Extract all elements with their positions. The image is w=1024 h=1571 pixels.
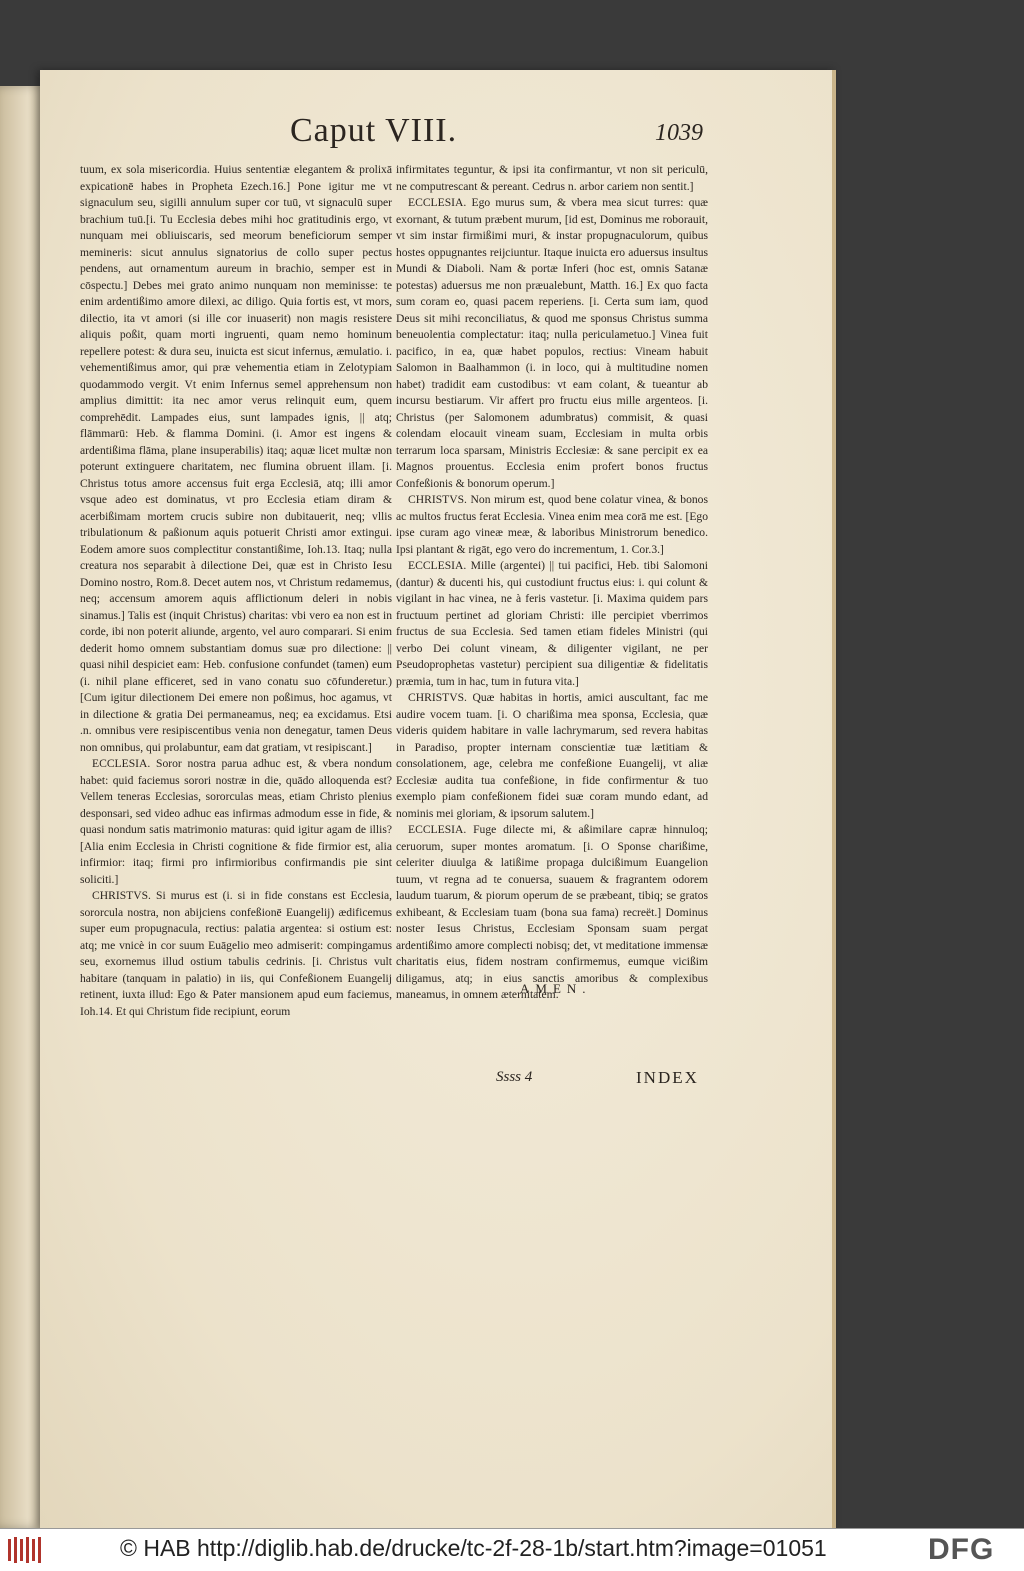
paragraph: ECCLESIA. Fuge dilecte mi, & aßimilare capræ hinnuloq; ceruorum, super montes aromatum. [i. O Sponse charißime, celeriter diuulga & latißime propaga dulcißimum Euangelion tuum, vt regna ad te conuersa, suauem & fragrantem odorem laudum tuarum, & piorum operum de se præbeant, tibiq; se gratos exhibeant, & Ecclesiam tuam (bona sua fama) recreët.] Dominus noster Iesus Christus, Ecclesiam Sponsam suam pergat ardentißimo amore complecti nobisq; det, vt meditatione immensæ charitatis eius, fidem nostram confirmemus, eumque vicißim diligamus, atq; in eius sanctis amoribus & complexibus maneamus, in omnem æternitatem.: [396, 823, 708, 1001]
page-number: 1039: [655, 120, 703, 146]
paragraph: ECCLESIA. Soror nostra parua adhuc est, & vbera nondum habet: quid faciemus sorori nostræ in die, quādo alloquenda est? Vellem teneras Ecclesias, sororculas meas, etiam Christo plenius desponsari, sed video adhuc eas infirmas admodum esse in fide, & quasi nondum satis matrimonio maturas: quid igitur agam de illis? [Alia enim Ecclesia in Christi cognitione & fide firmior est, alia infirmior: itaq; firmi pro infirmioribus confirmandis pie sint soliciti.]: [80, 757, 392, 886]
footer-bar: [0, 1528, 1024, 1571]
copyright-url[interactable]: © HAB http://diglib.hab.de/drucke/tc-2f-28-1b/start.htm?image=01051: [120, 1535, 827, 1561]
paragraph: CHRISTVS. Non mirum est, quod bene colatur vinea, & bonos ac multos fructus ferat Ecclesia. Vinea enim mea corā me est. [Ego ipse curam ago vineæ meæ, & laboribus Ministrorum benedico. Ipsi plantant & rigāt, ego vero do incrementum, 1. Cor.3.]: [396, 493, 708, 556]
paragraph: CHRISTVS. Si murus est (i. si in fide constans est Ecclesia, sororcula nostra, non abijciens confeßionē Euangelij) ædificemus super eum propugnacula, rectius: palatia argentea: si ostium est: atq; me vnicè in cor suum Euāgelio meo admiserit: compingamus seu, exornemus illud ostium tabulis cedrinis. [i. Christus vult habitare (tanquam in palatio) in iis, qui Confeßionem Euangelij retinent, iuxta illud: Ego & Pater mansionem apud eum faciemus, Ioh.14. Et qui Christum fide recipiunt, eorum: [80, 889, 392, 1018]
right-column: [396, 162, 708, 1004]
catchword: INDEX: [636, 1068, 699, 1087]
signature-mark: Ssss 4: [496, 1069, 533, 1085]
paragraph: ECCLESIA. Ego murus sum, & vbera mea sicut turres: quæ exornant, & tutum præbent murum, [id est, Dominus me roborauit, vt sim instar firmißimi muri, & instar propugnaculorum, quibus hostes oppugnantes reijciuntur. Itaque inuicta ero aduersus insultus Mundi & Diaboli. Nam & portæ Inferi (hoc est, omnis Satanæ potestas) aduersus me non præualebunt, Matth. 16.] Ex quo facta sum coram eo, quasi pacem reperiens. [i. Certa sum iam, quod Deus sit mihi reconciliatus, & quod me sponsus Christus summa beneuolentia complectatur: itaq; nulla periculametuo.] Vinea fuit pacifico, in ea, quæ habet populos, rectius: Vineam habuit Salomon in Baalhammon (i. in loco, qui à multitudine nomen habet) tradidit eam custodibus: vt eam colant, & tueantur ab incursu bestiarum. Vir affert pro fructu eius mille argenteos. [i. Christus (per Salomonem adumbratus) commisit, & quasi colendam elocauit vineam suam, Ecclesiam in multa orbis terrarum loca sparsam, Ministris Ecclesiæ: & sane percipit ex ea Magnos prouentus. Ecclesia enim profert bonos fructus Confeßionis & bonorum operum.]: [396, 196, 708, 490]
left-column: [80, 162, 392, 1020]
running-head: Caput VIII.: [290, 112, 458, 149]
paragraph: tuum, ex sola misericordia. Huius sententiæ elegantem & prolixā expicationē habes in Propheta Ezech.16.] Pone igitur me vt signaculum seu, sigilli annulum super cor tuū, vt signaculū super brachium tuū.[i. Tu Ecclesia debes mihi hoc gratitudinis ergo, vt nunquam mei obliuiscaris, sed meorum beneficiorum semper memineris: sicut annulus signatorius de collo super pectus pendens, aut ornamentum aureum in brachio, semper est in cōspectu.] Debes mei grato animo nunquam non meminisse: te enim ardentißimo amore dilexi, ac diligo. Quia fortis est, vt mors, dilectio, ita vt amori (si ille cor inuaserit) non magis resistere aliquis poßit, quam morti ingruenti, quam nemo hominum repellere potest: & dura seu, inuicta est sicut infernus, æmulatio. i. vehementißimus amor, qui præ vehementia etiam in Zelotypiam quodammodo vergit. Vt enim Infernus semel apprehensum non amplius dimittit: ita nec amor verus relinquit eum, quem comprehēdit. Lampades eius, sunt lampades ignis, || atq; flāmmarū: Heb. & flamma Domini. (i. Amor est ingens & ardentißima flāma, plane insuperabilis) itaq; aquæ licet multæ non poterunt extinguere charitatem, nec flumina obruent illam. [i. Christus totus amore accensus fuit erga Ecclesiā, atq; illi amor vsque adeo est dominatus, vt pro Ecclesia etiam diram & acerbißimam mortem crucis subire non dubitauerit, neq; vllis tribulationum & paßionum aquis potuerit Christi amor extingui. Eodem amore suos complectitur constantißime, Ioh.13. Itaq; nulla creatura nos separabit à dilectione Dei, quæ est in Christo Iesu Domino nostro, Rom.8. Decet autem nos, vt Christum redamemus, neq; accensum amorem aquis afflictionum deleri in nobis sinamus.] Talis est (inquit Christus) charitas: vbi vero ea non est in corde, ibi non poterit aliunde, argento, vel auro comparari. Si enim dederit homo omnem substantiam domus suæ pro dilectione: || quasi nihil despiciet eam: Heb. confusione confundet (tamen) eum (i. nihil plane efficeret, sed in vano conatu suo cōfunderetur.) [Cum igitur dilectionem Dei emere non poßimus, hoc agamus, vt in dilectione & gratia Dei permaneamus, neq; ea excidamus. Etsi .n. omnibus vere resipiscentibus venia non denegatur, tamen Deus non omnibus, qui prolabuntur, eam dat gratiam, vt resipiscant.]: [80, 163, 392, 754]
paragraph: CHRISTVS. Quæ habitas in hortis, amici auscultant, fac me audire vocem tuam. [i. O charißima mea sponsa, Ecclesia, quæ videris quidem habitare in valle lachrymarum, sed revera habitas in Paradiso, propter internam conscientiæ tuæ lætitiam & consolationem, age, celebra me confeßione Euangelij, vt aliæ Ecclesiæ audita tua confeßione, in fide confirmentur & tuo exemplo piam confeßionem fidei suæ coram mundo edant, ad nominis mei gloriam, & ipsorum salutem.]: [396, 691, 708, 820]
amen-line: AMEN.: [520, 981, 592, 996]
hab-logo-icon: [6, 1535, 46, 1565]
paragraph: infirmitates teguntur, & ipsi ita confirmantur, vt non sit periculū, ne computrescant & pereant. Cedrus n. arbor cariem non sentit.]: [396, 163, 708, 193]
paragraph: ECCLESIA. Mille (argentei) || tui pacifici, Heb. tibi Salomoni (dantur) & ducenti his, qui custodiunt fructus eius: i. qui colunt & vigilant in hac vinea, ne à feris vastetur. [i. Maxima quidem pars fructuum pertinet ad gloriam Christi: ille percipiet vberrimos fructus de sua Ecclesia. Sed tamen etiam fideles Ministri (qui verbo Dei colunt vineam, & diligenter vigilant, ne per Pseudoprophetas vastetur) percipient sua diligentiæ & fidelitatis præmia, tum in hac, tum in futura vita.]: [396, 559, 708, 688]
dfg-logo: DFG: [928, 1533, 995, 1566]
page-fore-edge: [832, 70, 836, 1528]
